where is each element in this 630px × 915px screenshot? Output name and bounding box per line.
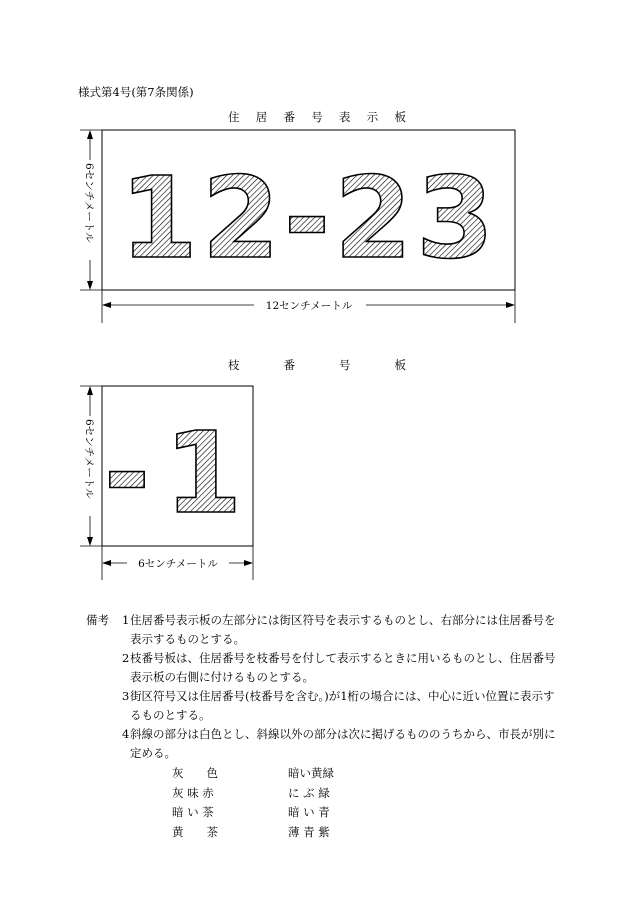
note-number: 2 bbox=[122, 651, 130, 665]
color-row bbox=[172, 823, 334, 843]
note-1 bbox=[86, 611, 566, 649]
color-item: 暗 い 青 bbox=[288, 805, 330, 819]
caption-char: 枝 bbox=[228, 358, 240, 372]
caption-char: 号 bbox=[339, 358, 351, 372]
note-number: 1 bbox=[122, 613, 130, 627]
color-item: 灰 味 赤 bbox=[172, 785, 214, 800]
note-4 bbox=[86, 725, 566, 763]
caption-char: 住 bbox=[228, 110, 240, 124]
sign2-number: -1 bbox=[103, 409, 257, 539]
note-text: 枝番号板は、住居番号を枝番号を付して表示するときに用いるものとし、住居番号表示板の右側に付けるものとする。 bbox=[130, 651, 556, 684]
note-text: 斜線の部分は白色とし、斜線以外の部分は次に掲げるもののうちから、市長が別に定める。 bbox=[130, 727, 556, 760]
sign1-height-label: 6センチメートル bbox=[83, 163, 95, 243]
note-text: 街区符号又は住居番号(枝番号を含む。)が1桁の場合には、中心に近い位置に表示するものとする。 bbox=[130, 689, 555, 722]
color-item: 灰 色 bbox=[172, 766, 218, 780]
caption-char: 居 bbox=[255, 110, 268, 124]
caption-char: 号 bbox=[311, 110, 323, 124]
note-2 bbox=[86, 649, 566, 687]
caption-char: 板 bbox=[394, 110, 406, 124]
color-row bbox=[172, 764, 334, 784]
color-row bbox=[172, 784, 334, 804]
note-text: 住居番号表示板の左部分には街区符号を表示するものとし、右部分には住居番号を表示するものとする。 bbox=[130, 613, 556, 646]
sign2-height-label: 6センチメートル bbox=[83, 419, 95, 499]
sign2-width-label: 6センチメートル bbox=[138, 558, 218, 570]
caption-char: 番 bbox=[283, 110, 295, 124]
caption-char: 表 bbox=[339, 110, 351, 124]
caption-char: 番 bbox=[283, 358, 295, 372]
color-item: 黄 茶 bbox=[172, 824, 218, 839]
color-item: 暗い黄緑 bbox=[288, 766, 334, 780]
notes-section bbox=[86, 611, 566, 763]
note-number: 4 bbox=[122, 727, 130, 741]
color-item: に ぶ 緑 bbox=[288, 785, 330, 800]
note-number: 3 bbox=[122, 689, 130, 703]
color-row bbox=[172, 803, 334, 823]
notes-heading: 備考 bbox=[86, 613, 109, 627]
caption-char: 示 bbox=[366, 110, 379, 124]
color-item: 暗 い 茶 bbox=[172, 805, 214, 819]
color-item: 薄 青 紫 bbox=[288, 824, 330, 839]
caption-char: 板 bbox=[394, 358, 406, 372]
sign1-width-label: 12センチメートル bbox=[265, 300, 353, 312]
sign1-number: 12-23 bbox=[119, 154, 499, 284]
form-title: 様式第4号(第7条関係) bbox=[78, 85, 194, 99]
color-list bbox=[172, 764, 334, 842]
note-3 bbox=[86, 687, 566, 725]
